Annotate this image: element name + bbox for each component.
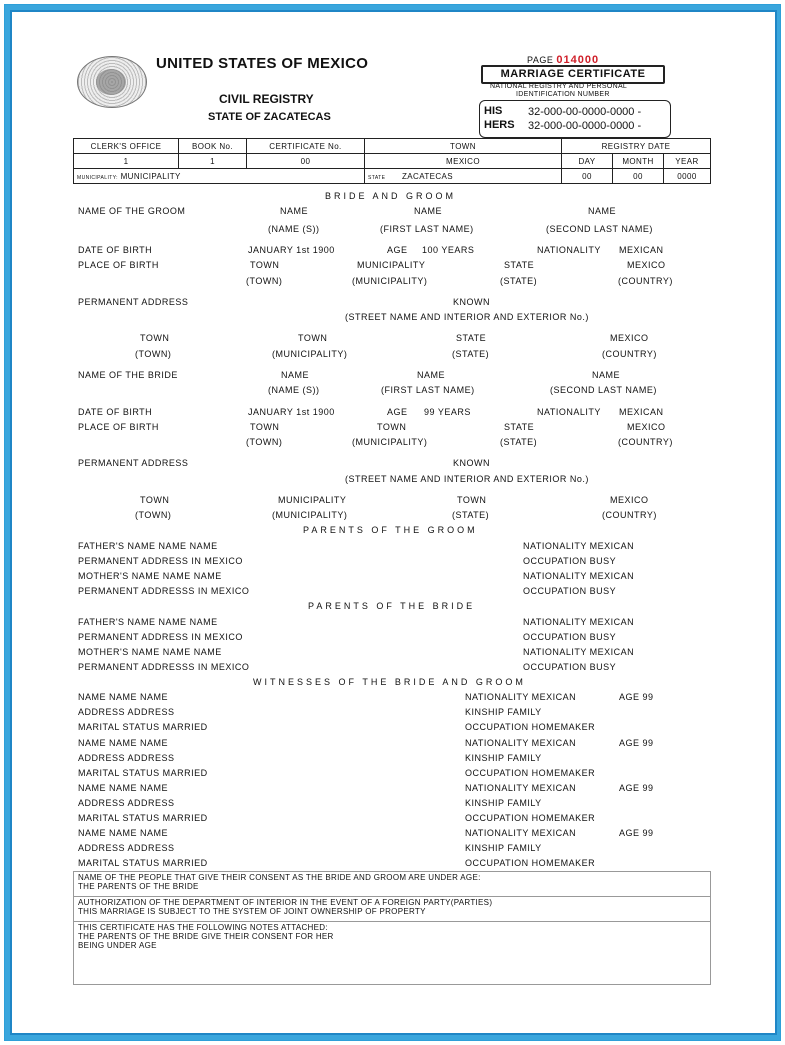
- state-value: ZACATECAS: [402, 171, 454, 181]
- pb-row3-left: MOTHER'S NAME NAME NAME: [78, 647, 222, 657]
- bride-dob: JANUARY 1st 1900: [248, 407, 335, 417]
- pg-row4-right: OCCUPATION BUSY: [523, 586, 617, 596]
- value-town: MEXICO: [365, 154, 562, 169]
- groom-pob-cap-country: (COUNTRY): [618, 276, 673, 286]
- groom-addr-cap: (STREET NAME AND INTERIOR AND EXTERIOR No.): [345, 312, 589, 322]
- groom-pob-cap-state: (STATE): [500, 276, 538, 286]
- groom-dob-label: DATE OF BIRTH: [78, 245, 153, 255]
- value-day: 00: [562, 169, 613, 184]
- state-title: STATE OF ZACATECAS: [208, 111, 331, 123]
- witness2-name: NAME NAME NAME: [78, 738, 169, 748]
- bride-dob-label: DATE OF BIRTH: [78, 407, 153, 417]
- consent-box: [73, 871, 711, 896]
- header-book-no: BOOK No.: [179, 139, 247, 154]
- witness1-name: NAME NAME NAME: [78, 692, 169, 702]
- bride-nat: MEXICAN: [619, 407, 664, 417]
- witness3-occ: OCCUPATION HOMEMAKER: [465, 813, 596, 823]
- header-month: MONTH: [613, 154, 664, 169]
- witness3-name: NAME NAME NAME: [78, 783, 169, 793]
- bride-pob-cap-state: (STATE): [500, 437, 538, 447]
- bride-pob-cap-town: (TOWN): [246, 437, 283, 447]
- value-clerks-office: 1: [74, 154, 179, 169]
- witness2-address: ADDRESS ADDRESS: [78, 753, 175, 763]
- his-value: 32-000-00-0000-0000 -: [528, 106, 642, 118]
- section-parents-groom: PARENTS OF THE GROOM: [303, 525, 478, 535]
- groom-cap2: (FIRST LAST NAME): [380, 224, 474, 234]
- bride-age: 99 YEARS: [424, 407, 471, 417]
- nid-line1: NATIONAL REGISTRY AND PERSONAL: [490, 83, 628, 90]
- pg-row4-left: PERMANENT ADDRESSS IN MEXICO: [78, 586, 250, 596]
- consent-line2: THE PARENTS OF THE BRIDE: [78, 882, 199, 891]
- bride-name-label: NAME OF THE BRIDE: [78, 370, 178, 380]
- pb-row2-right: OCCUPATION BUSY: [523, 632, 617, 642]
- pb-row4-left: PERMANENT ADDRESSS IN MEXICO: [78, 662, 250, 672]
- bride-addr2-country: MEXICO: [610, 495, 649, 505]
- header-certificate-no: CERTIFICATE No.: [247, 139, 365, 154]
- hers-label: HERS: [484, 119, 515, 131]
- groom-addr2-state: STATE: [456, 333, 487, 343]
- registry-table: [73, 138, 711, 184]
- groom-dob: JANUARY 1st 1900: [248, 245, 335, 255]
- his-label: HIS: [484, 105, 503, 117]
- groom-addr: KNOWN: [453, 297, 490, 307]
- groom-pob-cap-municipality: (MUNICIPALITY): [352, 276, 428, 286]
- bride-pob-cap-municipality: (MUNICIPALITY): [352, 437, 428, 447]
- witness4-occ: OCCUPATION HOMEMAKER: [465, 858, 596, 868]
- auth-line1: AUTHORIZATION OF THE DEPARTMENT OF INTERIOR IN THE EVENT OF A FOREIGN PARTY(PARTIES): [78, 898, 493, 907]
- bride-cap2: (FIRST LAST NAME): [381, 385, 475, 395]
- witness4-nat: NATIONALITY MEXICAN: [465, 828, 577, 838]
- witness3-nat: NATIONALITY MEXICAN: [465, 783, 577, 793]
- groom-pob-cap-town: (TOWN): [246, 276, 283, 286]
- header-town: TOWN: [365, 139, 562, 154]
- groom-nat-label: NATIONALITY: [537, 245, 601, 255]
- bride-addr2-town: TOWN: [140, 495, 170, 505]
- groom-pob-label: PLACE OF BIRTH: [78, 260, 159, 270]
- bride-name1: NAME: [281, 370, 310, 380]
- bride-name3: NAME: [592, 370, 621, 380]
- groom-cap1: (NAME (S)): [268, 224, 320, 234]
- bride-pob-label: PLACE OF BIRTH: [78, 422, 159, 432]
- bride-addr2-cap-municipality: (MUNICIPALITY): [272, 510, 348, 520]
- value-month: 00: [613, 169, 664, 184]
- municipality-label: MUNICIPALITY:: [77, 174, 118, 181]
- pg-row2-left: PERMANENT ADDRESS IN MEXICO: [78, 556, 243, 566]
- witness1-occ: OCCUPATION HOMEMAKER: [465, 722, 596, 732]
- pg-row1-left: FATHER'S NAME NAME NAME: [78, 541, 218, 551]
- pg-row2-right: OCCUPATION BUSY: [523, 556, 617, 566]
- header-clerks-office: CLERK'S OFFICE: [74, 139, 179, 154]
- country-title: UNITED STATES OF MEXICO: [156, 55, 369, 72]
- bride-pob-town: TOWN: [250, 422, 280, 432]
- bride-addr2-cap-town: (TOWN): [135, 510, 172, 520]
- header-registry-date: REGISTRY DATE: [562, 139, 711, 154]
- witness4-marital: MARITAL STATUS MARRIED: [78, 858, 208, 868]
- groom-addr2-country: MEXICO: [610, 333, 649, 343]
- witness1-age: AGE 99: [619, 692, 654, 702]
- witness2-age: AGE 99: [619, 738, 654, 748]
- bride-pob-country: MEXICO: [627, 422, 666, 432]
- attached-notes-box: [73, 921, 711, 985]
- bride-cap3: (SECOND LAST NAME): [550, 385, 657, 395]
- groom-addr-label: PERMANENT ADDRESS: [78, 297, 189, 307]
- header-day: DAY: [562, 154, 613, 169]
- witness1-address: ADDRESS ADDRESS: [78, 707, 175, 717]
- hers-value: 32-000-00-0000-0000 -: [528, 120, 642, 132]
- groom-pob-country: MEXICO: [627, 260, 666, 270]
- bride-addr2-cap-country: (COUNTRY): [602, 510, 657, 520]
- value-book-no: 1: [179, 154, 247, 169]
- page-label: PAGE 014000: [527, 54, 600, 66]
- coat-of-arms-seal-icon: [77, 56, 147, 108]
- witness4-age: AGE 99: [619, 828, 654, 838]
- groom-addr2-municipality: TOWN: [298, 333, 328, 343]
- attached-line3: BEING UNDER AGE: [78, 941, 157, 950]
- witness2-nat: NATIONALITY MEXICAN: [465, 738, 577, 748]
- bride-name2: NAME: [417, 370, 446, 380]
- pb-row1-right: NATIONALITY MEXICAN: [523, 617, 635, 627]
- pb-row1-left: FATHER'S NAME NAME NAME: [78, 617, 218, 627]
- state-cell: [365, 169, 562, 184]
- bride-addr-label: PERMANENT ADDRESS: [78, 458, 189, 468]
- section-parents-bride: PARENTS OF THE BRIDE: [308, 601, 476, 611]
- witness4-name: NAME NAME NAME: [78, 828, 169, 838]
- groom-name2: NAME: [414, 206, 443, 216]
- groom-cap3: (SECOND LAST NAME): [546, 224, 653, 234]
- witness2-kin: KINSHIP FAMILY: [465, 753, 542, 763]
- groom-name1: NAME: [280, 206, 309, 216]
- municipality-cell: [74, 169, 365, 184]
- groom-name-label: NAME OF THE GROOM: [78, 206, 186, 216]
- attached-line2: THE PARENTS OF THE BRIDE GIVE THEIR CONSENT FOR HER: [78, 932, 334, 941]
- attached-line1: THIS CERTIFICATE HAS THE FOLLOWING NOTES ATTACHED:: [78, 923, 328, 932]
- witness3-marital: MARITAL STATUS MARRIED: [78, 813, 208, 823]
- bride-addr2-town2: TOWN: [457, 495, 487, 505]
- authorization-box: [73, 896, 711, 921]
- pb-row3-right: NATIONALITY MEXICAN: [523, 647, 635, 657]
- consent-line1: NAME OF THE PEOPLE THAT GIVE THEIR CONSENT AS THE BRIDE AND GROOM ARE UNDER AGE:: [78, 873, 481, 882]
- value-certificate-no: 00: [247, 154, 365, 169]
- auth-line2: THIS MARRIAGE IS SUBJECT TO THE SYSTEM OF JOINT OWNERSHIP OF PROPERTY: [78, 907, 426, 916]
- groom-pob-municipality: MUNICIPALITY: [357, 260, 426, 270]
- groom-nat: MEXICAN: [619, 245, 664, 255]
- bride-pob-state: STATE: [504, 422, 535, 432]
- groom-addr2-cap-municipality: (MUNICIPALITY): [272, 349, 348, 359]
- witness3-kin: KINSHIP FAMILY: [465, 798, 542, 808]
- groom-age: 100 YEARS: [422, 245, 475, 255]
- witness2-occ: OCCUPATION HOMEMAKER: [465, 768, 596, 778]
- value-year: 0000: [664, 169, 711, 184]
- witness1-nat: NATIONALITY MEXICAN: [465, 692, 577, 702]
- witness4-address: ADDRESS ADDRESS: [78, 843, 175, 853]
- section-witnesses: WITNESSES OF THE BRIDE AND GROOM: [253, 677, 526, 687]
- bride-age-label: AGE: [387, 407, 408, 417]
- groom-pob-state: STATE: [504, 260, 535, 270]
- bride-addr-cap: (STREET NAME AND INTERIOR AND EXTERIOR No.): [345, 474, 589, 484]
- witness2-marital: MARITAL STATUS MARRIED: [78, 768, 208, 778]
- groom-name3: NAME: [588, 206, 617, 216]
- section-bride-and-groom: BRIDE AND GROOM: [325, 191, 457, 201]
- pb-row2-left: PERMANENT ADDRESS IN MEXICO: [78, 632, 243, 642]
- witness3-age: AGE 99: [619, 783, 654, 793]
- bride-nat-label: NATIONALITY: [537, 407, 601, 417]
- certificate-title: MARRIAGE CERTIFICATE: [481, 65, 665, 84]
- groom-addr2-cap-country: (COUNTRY): [602, 349, 657, 359]
- pg-row3-left: MOTHER'S NAME NAME NAME: [78, 571, 222, 581]
- pg-row3-right: NATIONALITY MEXICAN: [523, 571, 635, 581]
- page-number: 014000: [556, 54, 600, 66]
- witness4-kin: KINSHIP FAMILY: [465, 843, 542, 853]
- groom-addr2-cap-town: (TOWN): [135, 349, 172, 359]
- header-year: YEAR: [664, 154, 711, 169]
- state-label: STATE: [368, 174, 386, 181]
- bride-pob-town2: TOWN: [377, 422, 407, 432]
- pb-row4-right: OCCUPATION BUSY: [523, 662, 617, 672]
- id-number-box: [479, 100, 671, 138]
- bride-addr: KNOWN: [453, 458, 490, 468]
- witness3-address: ADDRESS ADDRESS: [78, 798, 175, 808]
- nid-line2: IDENTIFICATION NUMBER: [516, 91, 610, 98]
- witness1-marital: MARITAL STATUS MARRIED: [78, 722, 208, 732]
- bride-addr2-cap-state: (STATE): [452, 510, 490, 520]
- groom-age-label: AGE: [387, 245, 408, 255]
- groom-addr2-town: TOWN: [140, 333, 170, 343]
- groom-addr2-cap-state: (STATE): [452, 349, 490, 359]
- groom-pob-town: TOWN: [250, 260, 280, 270]
- bride-pob-cap-country: (COUNTRY): [618, 437, 673, 447]
- registry-title: CIVIL REGISTRY: [219, 92, 314, 106]
- pg-row1-right: NATIONALITY MEXICAN: [523, 541, 635, 551]
- municipality-value: MUNICIPALITY: [120, 171, 181, 181]
- witness1-kin: KINSHIP FAMILY: [465, 707, 542, 717]
- bride-addr2-municipality: MUNICIPALITY: [278, 495, 347, 505]
- bride-cap1: (NAME (S)): [268, 385, 320, 395]
